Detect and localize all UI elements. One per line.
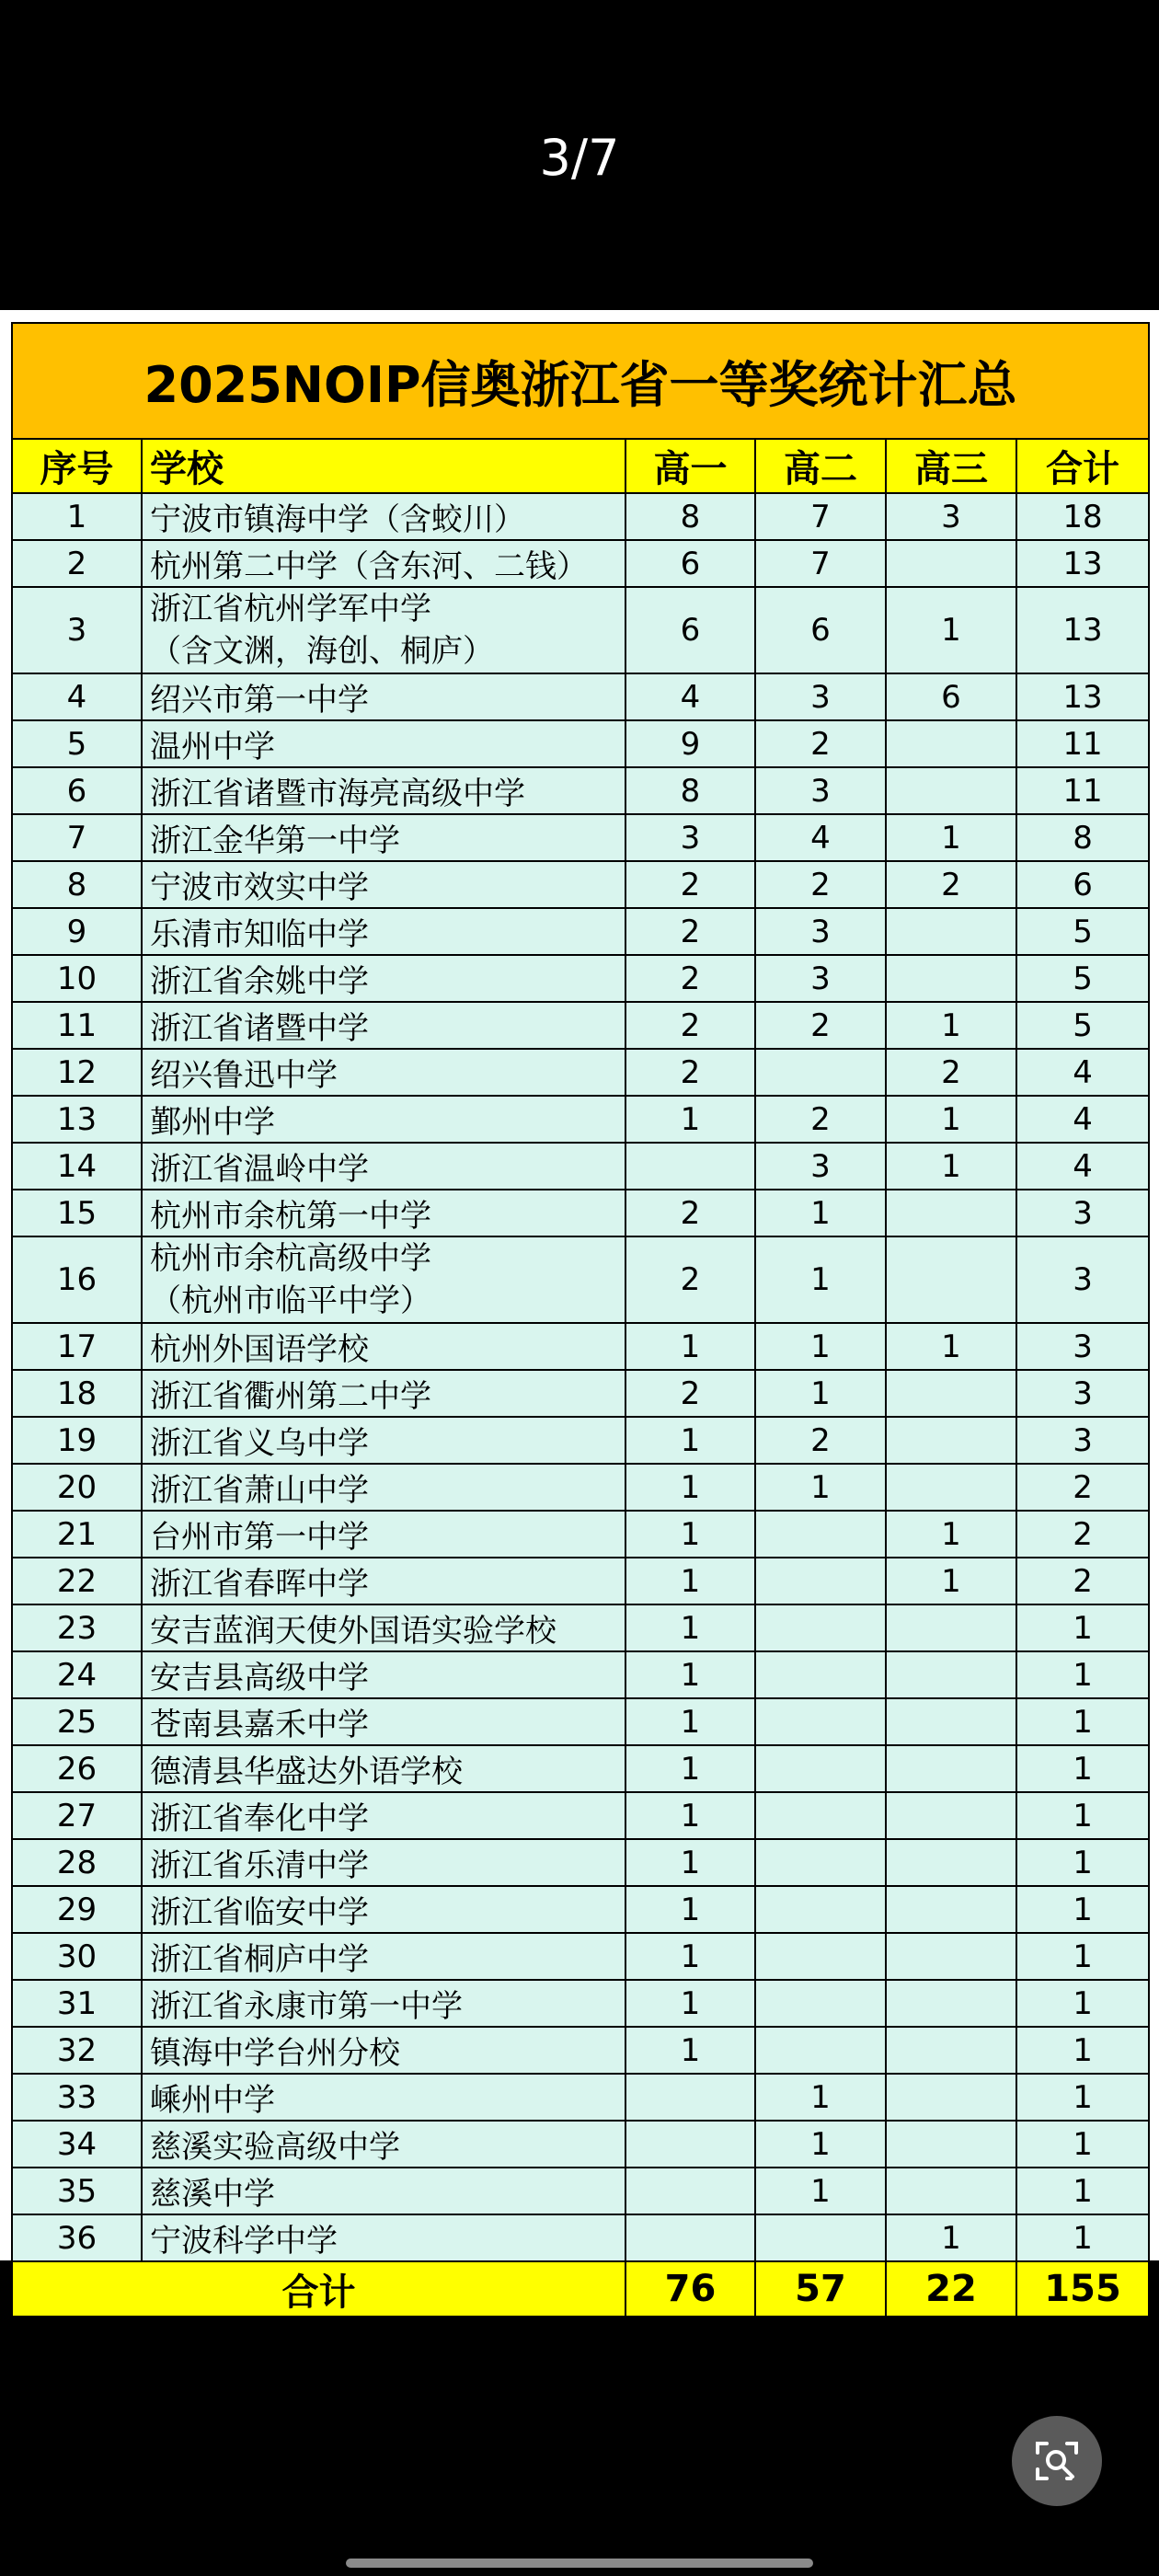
table-row: [12, 540, 1149, 587]
cell-school: 鄞州中学: [142, 1096, 625, 1143]
cell-grade1: 1: [625, 1651, 755, 1698]
cell-grade1: 8: [625, 493, 755, 540]
cell-school: 浙江省奉化中学: [142, 1792, 625, 1839]
cell-grade3: 1: [886, 587, 1016, 673]
cell-index: 15: [12, 1190, 142, 1236]
table-row: [12, 1370, 1149, 1417]
cell-total: 1: [1016, 1839, 1149, 1886]
table-row: [12, 1886, 1149, 1933]
cell-grade1: 2: [625, 908, 755, 955]
cell-index: 24: [12, 1651, 142, 1698]
cell-school: 浙江省诸暨中学: [142, 1002, 625, 1049]
cell-grade2: 2: [755, 1417, 886, 1464]
page-counter: 3/7: [539, 129, 620, 187]
cell-grade1: 1: [625, 1839, 755, 1886]
cell-grade2: 1: [755, 1370, 886, 1417]
header-grade1: 高一: [625, 439, 755, 493]
cell-grade1: 1: [625, 1980, 755, 2027]
cell-grade2: 1: [755, 2074, 886, 2121]
cell-total: 13: [1016, 673, 1149, 720]
cell-index: 25: [12, 1698, 142, 1745]
cell-grade3: [886, 1651, 1016, 1698]
cell-total: 1: [1016, 1792, 1149, 1839]
cell-grade1: 1: [625, 1417, 755, 1464]
cell-grade2: 6: [755, 587, 886, 673]
cell-index: 1: [12, 493, 142, 540]
cell-index: 20: [12, 1464, 142, 1511]
cell-grade3: [886, 908, 1016, 955]
cell-grade2: [755, 1886, 886, 1933]
table-row: [12, 1839, 1149, 1886]
cell-school: 浙江省桐庐中学: [142, 1933, 625, 1980]
cell-grade1: 1: [625, 1792, 755, 1839]
table-row: [12, 1049, 1149, 1096]
cell-total: 5: [1016, 955, 1149, 1002]
cell-index: 35: [12, 2168, 142, 2214]
cell-total: 4: [1016, 1049, 1149, 1096]
cell-total: 13: [1016, 540, 1149, 587]
cell-school: 安吉蓝润天使外国语实验学校: [142, 1604, 625, 1651]
cell-grade1: 1: [625, 1096, 755, 1143]
cell-school: 绍兴鲁迅中学: [142, 1049, 625, 1096]
image-sheet: [0, 310, 1159, 2314]
total-row: [12, 2261, 1149, 2317]
cell-grade1: 8: [625, 767, 755, 814]
cell-total: 1: [1016, 1745, 1149, 1792]
cell-total: 1: [1016, 2121, 1149, 2168]
total-grade3: 22: [886, 2261, 1016, 2317]
cell-grade3: 6: [886, 673, 1016, 720]
cell-total: 1: [1016, 1651, 1149, 1698]
cell-grade1: 9: [625, 720, 755, 767]
cell-index: 28: [12, 1839, 142, 1886]
table-row: [12, 767, 1149, 814]
cell-grade2: [755, 1980, 886, 2027]
cell-grade3: [886, 1745, 1016, 1792]
header-grade3: 高三: [886, 439, 1016, 493]
cell-grade1: [625, 1143, 755, 1190]
table-row: [12, 1002, 1149, 1049]
cell-index: 33: [12, 2074, 142, 2121]
cell-grade2: [755, 1049, 886, 1096]
cell-grade1: 1: [625, 1886, 755, 1933]
cell-index: 36: [12, 2214, 142, 2261]
cell-total: 3: [1016, 1417, 1149, 1464]
cell-grade1: 2: [625, 1236, 755, 1323]
cell-total: 4: [1016, 1096, 1149, 1143]
cell-total: 8: [1016, 814, 1149, 861]
cell-grade2: [755, 1651, 886, 1698]
cell-grade3: 2: [886, 1049, 1016, 1096]
cell-school: 浙江省永康市第一中学: [142, 1980, 625, 2027]
cell-grade1: 1: [625, 1464, 755, 1511]
table-row: [12, 1604, 1149, 1651]
cell-grade2: [755, 1698, 886, 1745]
cell-school: 浙江省春晖中学: [142, 1558, 625, 1604]
header-school: 学校: [142, 439, 625, 493]
cell-total: 3: [1016, 1236, 1149, 1323]
table-row: [12, 1698, 1149, 1745]
cell-grade3: 1: [886, 814, 1016, 861]
cell-grade3: [886, 2168, 1016, 2214]
cell-grade1: [625, 2214, 755, 2261]
cell-grade2: 2: [755, 720, 886, 767]
cell-total: 11: [1016, 767, 1149, 814]
cell-grade1: 1: [625, 1745, 755, 1792]
cell-index: 23: [12, 1604, 142, 1651]
cell-grade1: 6: [625, 587, 755, 673]
cell-total: 5: [1016, 908, 1149, 955]
table-row: [12, 1190, 1149, 1236]
table-row: [12, 1464, 1149, 1511]
cell-grade2: 3: [755, 908, 886, 955]
header-row: [12, 439, 1149, 493]
cell-total: 1: [1016, 1980, 1149, 2027]
cell-index: 11: [12, 1002, 142, 1049]
cell-grade1: [625, 2168, 755, 2214]
cell-school: 浙江省临安中学: [142, 1886, 625, 1933]
cell-school: 宁波市效实中学: [142, 861, 625, 908]
header-total: 合计: [1016, 439, 1149, 493]
cell-school: 浙江省余姚中学: [142, 955, 625, 1002]
cell-grade2: 7: [755, 493, 886, 540]
cell-school: 宁波科学中学: [142, 2214, 625, 2261]
cell-grade2: 2: [755, 1002, 886, 1049]
cell-school: 温州中学: [142, 720, 625, 767]
header-grade2: 高二: [755, 439, 886, 493]
cell-school: 浙江省义乌中学: [142, 1417, 625, 1464]
cell-grade3: [886, 1417, 1016, 1464]
cell-total: 4: [1016, 1143, 1149, 1190]
cell-grade3: [886, 1886, 1016, 1933]
cell-total: 11: [1016, 720, 1149, 767]
cell-index: 12: [12, 1049, 142, 1096]
cell-grade2: 1: [755, 1190, 886, 1236]
cell-index: 13: [12, 1096, 142, 1143]
cell-total: 1: [1016, 1698, 1149, 1745]
cell-grade2: 1: [755, 1323, 886, 1370]
table-row: [12, 955, 1149, 1002]
cell-grade3: [886, 955, 1016, 1002]
cell-school: 浙江省温岭中学: [142, 1143, 625, 1190]
table-row: [12, 1511, 1149, 1558]
cell-index: 10: [12, 955, 142, 1002]
cell-total: 3: [1016, 1323, 1149, 1370]
cell-grade1: [625, 2074, 755, 2121]
cell-grade2: 3: [755, 955, 886, 1002]
table-row: [12, 1143, 1149, 1190]
cell-grade3: [886, 1236, 1016, 1323]
cell-total: 1: [1016, 1604, 1149, 1651]
cell-grade1: 1: [625, 2027, 755, 2074]
cell-school: 浙江省杭州学军中学 （含文渊，海创、桐庐）: [142, 587, 625, 673]
cell-grade3: [886, 540, 1016, 587]
cell-total: 5: [1016, 1002, 1149, 1049]
cell-grade1: 1: [625, 1698, 755, 1745]
table-row: [12, 2027, 1149, 2074]
cell-grade3: 2: [886, 861, 1016, 908]
cell-grade3: [886, 2074, 1016, 2121]
cell-school: 安吉县高级中学: [142, 1651, 625, 1698]
total-sum: 155: [1016, 2261, 1149, 2317]
total-grade2: 57: [755, 2261, 886, 2317]
table-row: [12, 493, 1149, 540]
table-row: [12, 1745, 1149, 1792]
cell-grade1: 2: [625, 1049, 755, 1096]
cell-grade3: [886, 1933, 1016, 1980]
cell-total: 13: [1016, 587, 1149, 673]
cell-index: 2: [12, 540, 142, 587]
table-row: [12, 720, 1149, 767]
cell-grade3: 1: [886, 1558, 1016, 1604]
cell-school: 宁波市镇海中学（含蛟川）: [142, 493, 625, 540]
cell-grade1: 1: [625, 1604, 755, 1651]
award-table: [11, 322, 1150, 2317]
cell-school: 杭州市余杭第一中学: [142, 1190, 625, 1236]
total-grade1: 76: [625, 2261, 755, 2317]
cell-index: 34: [12, 2121, 142, 2168]
cell-index: 21: [12, 1511, 142, 1558]
table-row: [12, 2074, 1149, 2121]
cell-total: 1: [1016, 1886, 1149, 1933]
cell-total: 2: [1016, 1464, 1149, 1511]
cell-total: 3: [1016, 1370, 1149, 1417]
cell-school: 杭州第二中学（含东河、二钱）: [142, 540, 625, 587]
cell-grade2: 4: [755, 814, 886, 861]
cell-grade3: 1: [886, 1002, 1016, 1049]
cell-grade3: [886, 1604, 1016, 1651]
cell-grade1: 2: [625, 1370, 755, 1417]
cell-total: 1: [1016, 2168, 1149, 2214]
cell-grade1: 2: [625, 1190, 755, 1236]
cell-grade2: 2: [755, 861, 886, 908]
cell-index: 26: [12, 1745, 142, 1792]
cell-grade3: 1: [886, 1511, 1016, 1558]
cell-school: 慈溪实验高级中学: [142, 2121, 625, 2168]
cell-grade2: [755, 1792, 886, 1839]
cell-school: 苍南县嘉禾中学: [142, 1698, 625, 1745]
cell-grade2: 1: [755, 1464, 886, 1511]
cell-index: 8: [12, 861, 142, 908]
cell-grade3: [886, 1792, 1016, 1839]
cell-grade1: 1: [625, 1323, 755, 1370]
cell-grade1: 4: [625, 673, 755, 720]
table-row: [12, 861, 1149, 908]
cell-index: 31: [12, 1980, 142, 2027]
cell-grade3: [886, 1464, 1016, 1511]
cell-grade2: [755, 1745, 886, 1792]
cell-grade1: [625, 2121, 755, 2168]
table-row: [12, 1323, 1149, 1370]
cell-grade2: [755, 1511, 886, 1558]
table-row: [12, 908, 1149, 955]
cell-grade1: 2: [625, 955, 755, 1002]
cell-grade3: [886, 1839, 1016, 1886]
table-row: [12, 1096, 1149, 1143]
cell-total: 1: [1016, 2074, 1149, 2121]
cell-index: 30: [12, 1933, 142, 1980]
cell-school: 乐清市知临中学: [142, 908, 625, 955]
total-label: 合计: [12, 2261, 625, 2317]
cell-school: 杭州市余杭高级中学 （杭州市临平中学）: [142, 1236, 625, 1323]
cell-index: 4: [12, 673, 142, 720]
table-row: [12, 1651, 1149, 1698]
cell-grade3: [886, 767, 1016, 814]
table-title: 2025NOIP信奥浙江省一等奖统计汇总: [12, 323, 1149, 439]
cell-total: 2: [1016, 1511, 1149, 1558]
cell-grade1: 1: [625, 1511, 755, 1558]
table-row: [12, 1236, 1149, 1323]
cell-grade2: 7: [755, 540, 886, 587]
cell-grade1: 1: [625, 1933, 755, 1980]
cell-grade2: 3: [755, 673, 886, 720]
cell-index: 29: [12, 1886, 142, 1933]
cell-grade3: [886, 2027, 1016, 2074]
image-scan-button[interactable]: [1012, 2416, 1102, 2506]
cell-total: 3: [1016, 1190, 1149, 1236]
table-row: [12, 1980, 1149, 2027]
cell-grade3: 1: [886, 2214, 1016, 2261]
cell-grade1: 1: [625, 1558, 755, 1604]
table-row: [12, 673, 1149, 720]
cell-total: 1: [1016, 1933, 1149, 1980]
cell-index: 22: [12, 1558, 142, 1604]
cell-total: 1: [1016, 2027, 1149, 2074]
cell-index: 18: [12, 1370, 142, 1417]
cell-grade2: 2: [755, 1096, 886, 1143]
cell-grade3: 3: [886, 493, 1016, 540]
cell-school: 镇海中学台州分校: [142, 2027, 625, 2074]
cell-grade3: 1: [886, 1143, 1016, 1190]
cell-grade1: 2: [625, 861, 755, 908]
cell-grade3: [886, 1980, 1016, 2027]
cell-index: 19: [12, 1417, 142, 1464]
table-row: [12, 1417, 1149, 1464]
image-scan-icon: [1012, 2416, 1102, 2506]
cell-grade2: [755, 1604, 886, 1651]
cell-total: 18: [1016, 493, 1149, 540]
cell-school: 浙江省乐清中学: [142, 1839, 625, 1886]
cell-grade1: 2: [625, 1002, 755, 1049]
cell-school: 德清县华盛达外语学校: [142, 1745, 625, 1792]
cell-school: 嵊州中学: [142, 2074, 625, 2121]
cell-index: 27: [12, 1792, 142, 1839]
cell-grade3: [886, 1190, 1016, 1236]
cell-total: 6: [1016, 861, 1149, 908]
cell-grade2: 1: [755, 2121, 886, 2168]
cell-grade3: [886, 1698, 1016, 1745]
cell-grade2: 1: [755, 1236, 886, 1323]
table-row: [12, 1933, 1149, 1980]
table-row: [12, 1792, 1149, 1839]
table-row: [12, 2214, 1149, 2261]
cell-grade2: 3: [755, 1143, 886, 1190]
cell-index: 17: [12, 1323, 142, 1370]
home-indicator[interactable]: [346, 2559, 813, 2568]
cell-grade2: [755, 1839, 886, 1886]
table-row: [12, 814, 1149, 861]
cell-grade2: 3: [755, 767, 886, 814]
cell-index: 9: [12, 908, 142, 955]
cell-grade3: [886, 2121, 1016, 2168]
cell-index: 6: [12, 767, 142, 814]
cell-total: 2: [1016, 1558, 1149, 1604]
cell-school: 浙江省诸暨市海亮高级中学: [142, 767, 625, 814]
cell-grade3: 1: [886, 1323, 1016, 1370]
cell-index: 32: [12, 2027, 142, 2074]
cell-index: 5: [12, 720, 142, 767]
table-row: [12, 2168, 1149, 2214]
cell-grade2: [755, 1558, 886, 1604]
cell-school: 绍兴市第一中学: [142, 673, 625, 720]
cell-index: 16: [12, 1236, 142, 1323]
cell-grade3: [886, 720, 1016, 767]
header-index: 序号: [12, 439, 142, 493]
cell-school: 浙江省萧山中学: [142, 1464, 625, 1511]
cell-school: 杭州外国语学校: [142, 1323, 625, 1370]
cell-grade3: [886, 1370, 1016, 1417]
cell-school: 浙江金华第一中学: [142, 814, 625, 861]
cell-school: 台州市第一中学: [142, 1511, 625, 1558]
cell-grade2: [755, 2214, 886, 2261]
cell-grade2: [755, 1933, 886, 1980]
cell-grade2: 1: [755, 2168, 886, 2214]
cell-grade1: 6: [625, 540, 755, 587]
cell-grade3: 1: [886, 1096, 1016, 1143]
cell-total: 1: [1016, 2214, 1149, 2261]
cell-grade2: [755, 2027, 886, 2074]
table-row: [12, 1558, 1149, 1604]
cell-school: 慈溪中学: [142, 2168, 625, 2214]
cell-school: 浙江省衢州第二中学: [142, 1370, 625, 1417]
table-row: [12, 2121, 1149, 2168]
cell-index: 3: [12, 587, 142, 673]
cell-index: 7: [12, 814, 142, 861]
table-row: [12, 587, 1149, 673]
cell-grade1: 3: [625, 814, 755, 861]
cell-index: 14: [12, 1143, 142, 1190]
